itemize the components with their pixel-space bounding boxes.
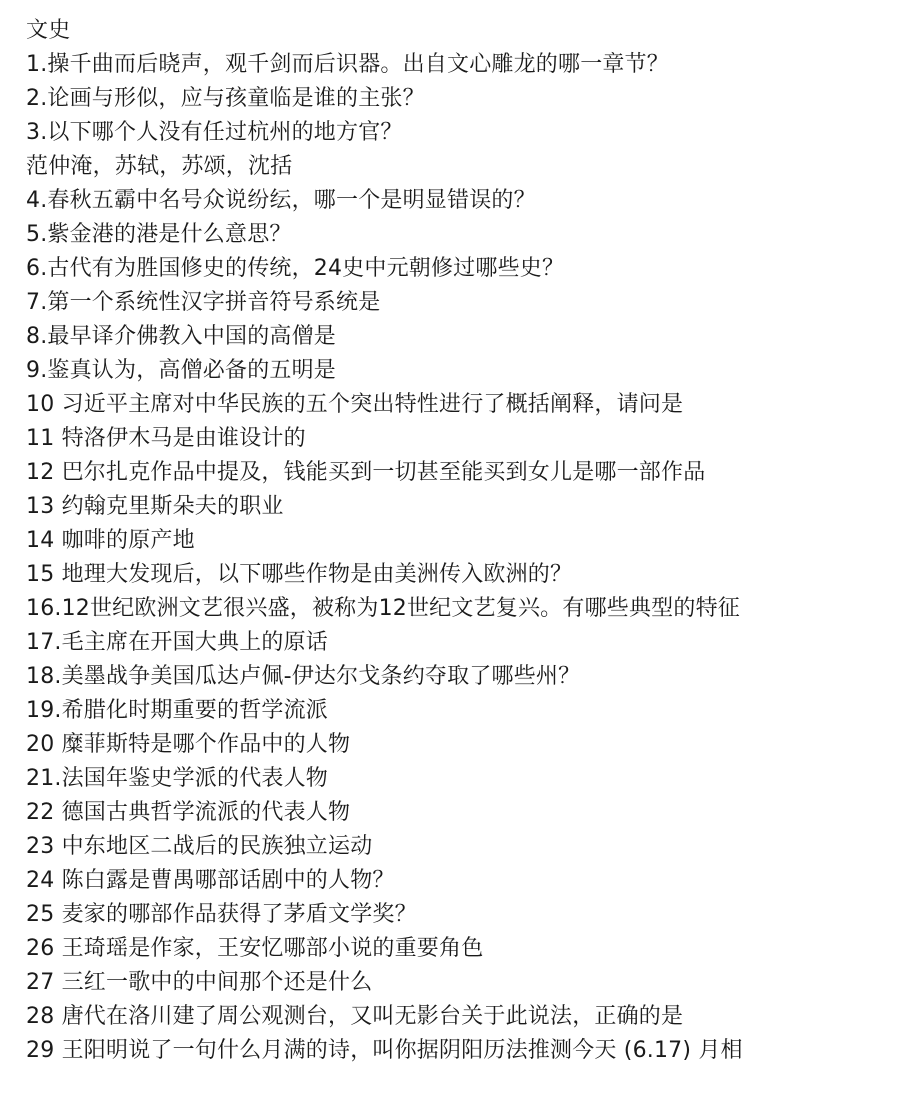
note-line: 23 中东地区二战后的民族独立运动 — [26, 834, 373, 859]
note-line: 10 习近平主席对中华民族的五个突出特性进行了概括阐释，请问是 — [26, 392, 684, 417]
note-line: 17.毛主席在开国大典上的原话 — [26, 630, 328, 655]
note-body — [26, 14, 896, 1068]
note-line: 12 巴尔扎克作品中提及，钱能买到一切甚至能买到女儿是哪一部作品 — [26, 460, 706, 485]
note-line: 22 德国古典哲学流派的代表人物 — [26, 800, 351, 825]
note-line: 26 王琦瑶是作家，王安忆哪部小说的重要角色 — [26, 936, 484, 961]
note-line: 19.希腊化时期重要的哲学流派 — [26, 698, 328, 723]
note-line: 15 地理大发现后，以下哪些作物是由美洲传入欧洲的？ — [26, 562, 573, 587]
note-line: 1.操千曲而后晓声，观千剑而后识器。出自文心雕龙的哪一章节？ — [26, 52, 669, 77]
note-line: 6.古代有为胜国修史的传统，24史中元朝修过哪些史？ — [26, 256, 565, 281]
note-title: 文史 — [26, 18, 71, 43]
note-line: 9.鉴真认为，高僧必备的五明是 — [26, 358, 336, 383]
note-line: 27 三红一歌中的中间那个还是什么 — [26, 970, 373, 995]
note-line: 13 约翰克里斯朵夫的职业 — [26, 494, 284, 519]
note-line: 20 糜菲斯特是哪个作品中的人物 — [26, 732, 351, 757]
note-line: 14 咖啡的原产地 — [26, 528, 195, 553]
note-line: 21.法国年鉴史学派的代表人物 — [26, 766, 328, 791]
note-line: 范仲淹，苏轼，苏颂，沈括 — [26, 154, 293, 179]
note-line: 29 王阳明说了一句什么月满的诗，叫你据阴阳历法推测今天 (6.17) 月相 — [26, 1038, 743, 1063]
note-line: 3.以下哪个人没有任过杭州的地方官？ — [26, 120, 403, 145]
note-line: 2.论画与形似，应与孩童临是谁的主张？ — [26, 86, 425, 111]
note-line: 4.春秋五霸中名号众说纷纭，哪一个是明显错误的？ — [26, 188, 536, 213]
note-line: 25 麦家的哪部作品获得了茅盾文学奖？ — [26, 902, 417, 927]
note-line: 24 陈白露是曹禺哪部话剧中的人物？ — [26, 868, 395, 893]
note-line: 7.第一个系统性汉字拼音符号系统是 — [26, 290, 381, 315]
note-line: 18.美墨战争美国瓜达卢佩-伊达尔戈条约夺取了哪些州？ — [26, 664, 581, 689]
note-line: 16.12世纪欧洲文艺很兴盛，被称为12世纪文艺复兴。有哪些典型的特征 — [26, 596, 740, 621]
note-line: 5.紫金港的港是什么意思？ — [26, 222, 292, 247]
note-line: 8.最早译介佛教入中国的高僧是 — [26, 324, 336, 349]
note-line: 11 特洛伊木马是由谁设计的 — [26, 426, 306, 451]
note-line: 28 唐代在洛川建了周公观测台，又叫无影台关于此说法，正确的是 — [26, 1004, 684, 1029]
